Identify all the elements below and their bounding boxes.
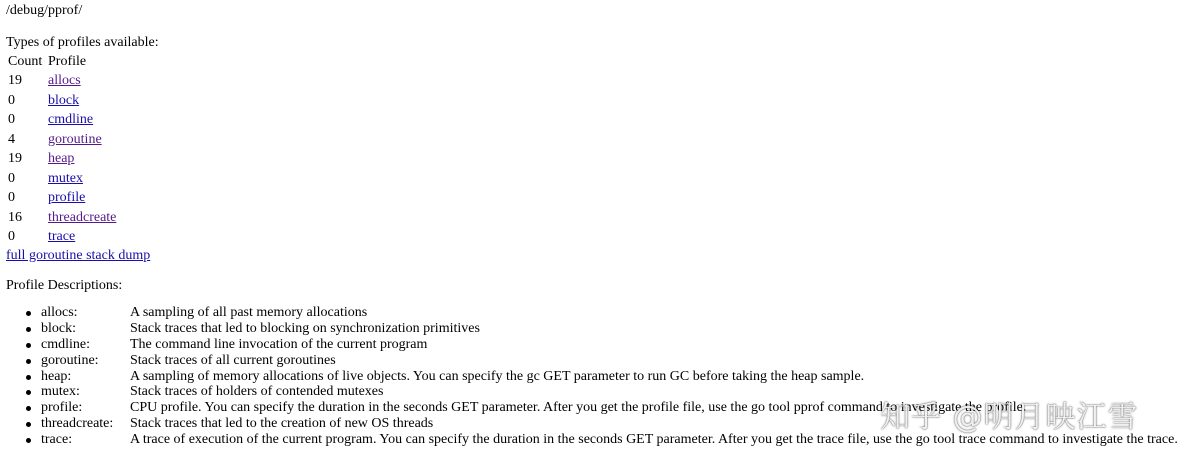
- description-name: allocs:: [41, 305, 78, 320]
- profile-count: 19: [8, 73, 22, 89]
- profile-cell: [46, 111, 116, 131]
- count-column-header: Count: [8, 53, 43, 69]
- profile-link-threadcreate[interactable]: threadcreate: [48, 209, 117, 225]
- profile-count: 16: [8, 209, 22, 225]
- bullet-icon: [26, 311, 31, 316]
- table-row: [6, 72, 116, 92]
- table-row: [6, 130, 116, 150]
- table-header-row: [6, 52, 116, 72]
- bullet-icon: [26, 438, 31, 443]
- description-name: mutex:: [41, 384, 80, 400]
- bullet-icon: [26, 327, 31, 332]
- description-name: block:: [41, 320, 76, 336]
- profile-link-cmdline[interactable]: cmdline: [48, 112, 94, 128]
- table-row: [6, 150, 116, 170]
- description-text: Stack traces of holders of contended mutexes: [130, 384, 384, 400]
- profile-count: 0: [8, 92, 15, 108]
- profile-count: 0: [8, 170, 15, 186]
- profile-count: 0: [8, 190, 15, 206]
- bullet-icon: [26, 343, 31, 348]
- profile-link-profile[interactable]: profile: [48, 190, 86, 206]
- profile-count: 0: [8, 229, 15, 245]
- profile-link-mutex[interactable]: mutex: [48, 170, 83, 186]
- profile-cell: [46, 208, 116, 228]
- table-row: [6, 111, 116, 131]
- profile-link-block[interactable]: block: [48, 92, 80, 108]
- profile-link-heap[interactable]: heap: [48, 151, 75, 167]
- profile-cell: [46, 228, 116, 248]
- profiles-table: [6, 52, 116, 247]
- profile-count: 0: [8, 112, 15, 128]
- profile-cell: [46, 72, 116, 92]
- profile-count: 4: [8, 131, 15, 147]
- table-row: [6, 228, 116, 248]
- bullet-icon: [26, 359, 31, 364]
- descriptions-heading: Profile Descriptions:: [6, 278, 123, 293]
- profiles-heading: Types of profiles available:: [6, 35, 159, 50]
- description-text: The command line invocation of the current program: [130, 336, 428, 352]
- table-row: [6, 189, 116, 209]
- description-name: cmdline:: [41, 336, 90, 352]
- full-goroutine-dump-link[interactable]: full goroutine stack dump: [6, 248, 151, 263]
- description-name: threadcreate:: [41, 416, 114, 432]
- profile-cell: [46, 189, 116, 209]
- description-text: Stack traces of all current goroutines: [130, 352, 336, 368]
- profile-count: 19: [8, 151, 22, 167]
- profile-link-allocs[interactable]: allocs: [48, 73, 81, 89]
- profile-cell: [46, 150, 116, 170]
- profile-cell: [46, 91, 116, 111]
- table-row: [6, 208, 116, 228]
- description-name: profile:: [41, 400, 83, 416]
- description-text: A trace of execution of the current program. You can specify the duration in the seconds GET parameter. After you get the trace file, use the go tool trace command to investigate the trace.: [130, 432, 1178, 448]
- description-text: A sampling of memory allocations of live objects. You can specify the gc GET parameter to run GC before taking the heap sample.: [130, 368, 865, 384]
- description-text: Stack traces that led to blocking on synchronization primitives: [130, 320, 480, 336]
- profile-link-trace[interactable]: trace: [48, 229, 76, 245]
- profile-link-goroutine[interactable]: goroutine: [48, 131, 102, 147]
- description-text: CPU profile. You can specify the duration in the seconds GET parameter. After you get the profile file, use the go tool pprof command to investigate the profile.: [130, 400, 1027, 416]
- table-row: [6, 91, 116, 111]
- profile-column-header: Profile: [48, 53, 87, 69]
- profile-cell: [46, 130, 116, 150]
- description-name: trace:: [41, 432, 73, 448]
- table-row: [6, 169, 116, 189]
- profiles-table-body: [6, 72, 116, 248]
- bullet-icon: [26, 422, 31, 427]
- page-path: /debug/pprof/: [6, 3, 83, 18]
- watermark: 知乎 @明月映江雪: [880, 400, 1139, 435]
- bullet-icon: [26, 375, 31, 380]
- description-name: goroutine:: [41, 352, 99, 368]
- profile-cell: [46, 169, 116, 189]
- description-text: Stack traces that led to the creation of new OS threads: [130, 416, 434, 432]
- description-text: A sampling of all past memory allocations: [130, 305, 368, 320]
- description-name: heap:: [41, 368, 72, 384]
- bullet-icon: [26, 390, 31, 395]
- bullet-icon: [26, 406, 31, 411]
